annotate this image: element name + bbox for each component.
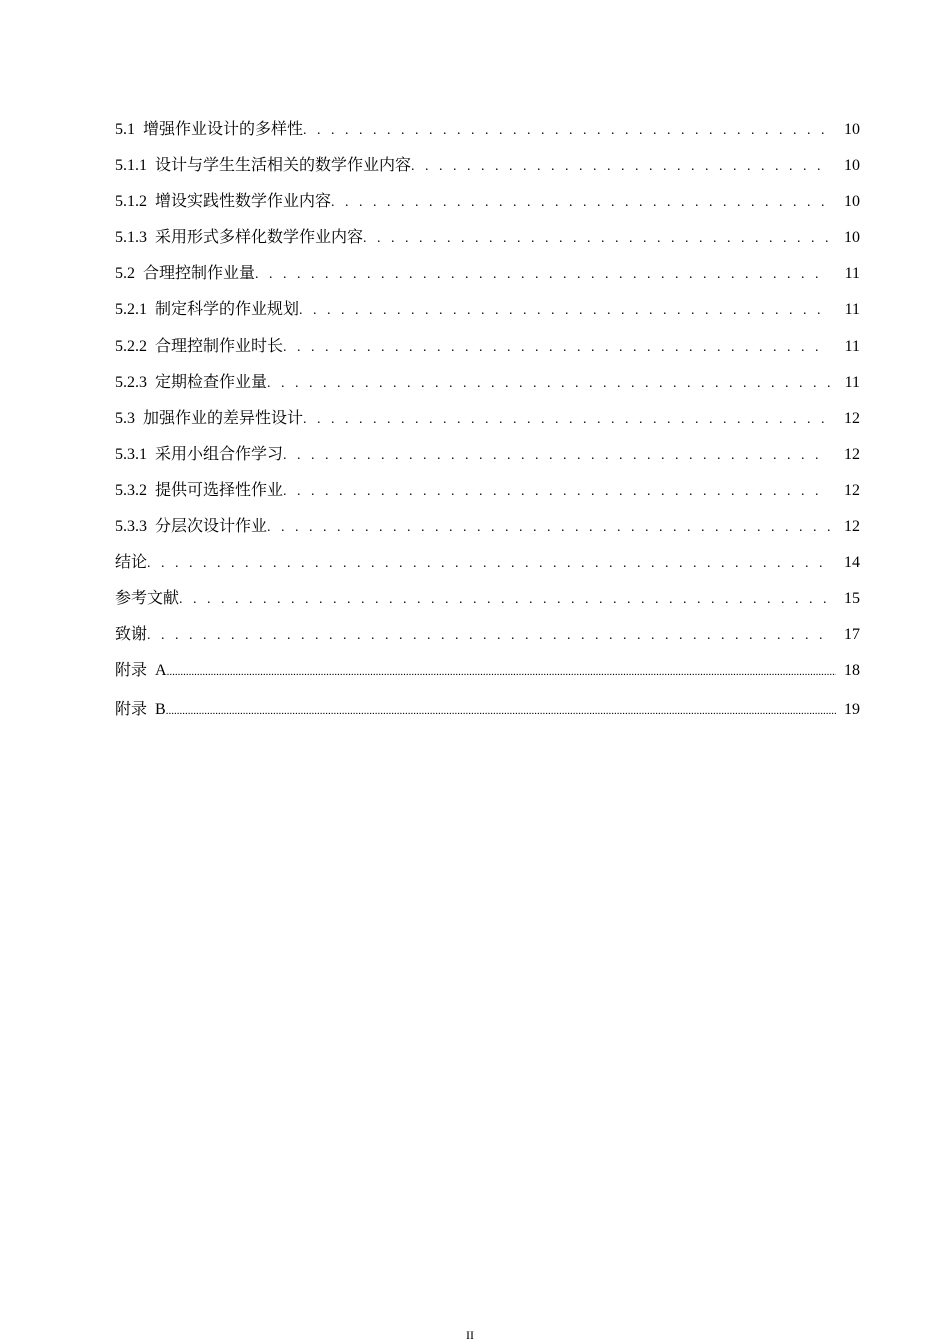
toc-entry-number: 5.3.3 — [115, 518, 147, 536]
toc-entry[interactable] — [115, 477, 860, 513]
toc-entry-title: B — [155, 700, 166, 718]
toc-entry-number: 5.1 — [115, 121, 135, 138]
toc-entry-title: 提供可选择性作业 — [155, 481, 284, 499]
toc-entry-number: 5.2.3 — [115, 373, 147, 391]
toc-entry-page: 12 — [844, 518, 860, 536]
toc-entry[interactable] — [115, 441, 860, 477]
toc-entry-number: 5.3.2 — [115, 481, 147, 499]
toc-entry-page: 11 — [844, 301, 860, 319]
toc-entry[interactable] — [115, 657, 860, 696]
toc-entry-title: 设计与学生生活相关的数学作业内容 — [155, 157, 412, 175]
toc-entry-title: 增设实践性数学作业内容 — [155, 193, 332, 211]
toc-entry-title: 致谢 — [115, 626, 148, 644]
toc-entry-title: 制定科学的作业规划 — [155, 301, 300, 319]
toc-entry-title: 结论 — [115, 554, 148, 572]
toc-dot-leader — [147, 622, 830, 650]
toc-dot-leader — [179, 586, 830, 614]
toc-dot-leader — [255, 261, 830, 289]
toc-entry-title: 合理控制作业量 — [143, 265, 256, 283]
toc-entry[interactable] — [115, 696, 860, 735]
toc-entry-page: 15 — [844, 590, 860, 608]
toc-entry[interactable] — [115, 621, 860, 657]
toc-entry-page: 10 — [844, 157, 860, 175]
toc-entry[interactable] — [115, 369, 860, 405]
toc-entry-page: 17 — [844, 626, 860, 644]
toc-entry-page: 11 — [844, 337, 860, 355]
toc-entry-number: 5.3.1 — [115, 445, 147, 463]
toc-dot-leader — [303, 117, 830, 145]
toc-entry[interactable] — [115, 224, 860, 260]
toc-entry-page: 19 — [844, 700, 860, 718]
toc-entry-number: 5.1.1 — [115, 157, 147, 175]
toc-entry-page: 12 — [844, 445, 860, 463]
toc-entry-number: 5.2.2 — [115, 337, 147, 355]
toc-entry-page: 14 — [844, 554, 860, 572]
table-of-contents — [115, 116, 860, 734]
toc-entry-number: 5.1.3 — [115, 229, 147, 247]
toc-entry-number: 5.2 — [115, 265, 135, 283]
toc-entry[interactable] — [115, 116, 860, 152]
toc-entry-page: 11 — [844, 265, 860, 283]
toc-entry-title: 增强作业设计的多样性 — [143, 121, 304, 138]
toc-entry-number: 附录 — [115, 700, 148, 718]
toc-entry-page: 10 — [844, 193, 860, 211]
toc-dot-leader — [283, 334, 830, 362]
toc-entry[interactable] — [115, 405, 860, 441]
toc-entry-page: 12 — [844, 409, 860, 427]
toc-entry[interactable] — [115, 260, 860, 296]
toc-dot-leader — [167, 658, 836, 686]
toc-entry[interactable] — [115, 152, 860, 188]
toc-entry-title: 分层次设计作业 — [155, 518, 268, 536]
toc-entry-title: A — [155, 662, 167, 680]
toc-entry-page: 11 — [844, 373, 860, 391]
toc-entry[interactable] — [115, 549, 860, 585]
toc-entry[interactable] — [115, 585, 860, 621]
toc-entry[interactable] — [115, 513, 860, 549]
toc-entry-page: 18 — [844, 662, 860, 680]
toc-entry-number: 5.3 — [115, 409, 135, 427]
toc-entry[interactable] — [115, 188, 860, 224]
toc-entry[interactable] — [115, 333, 860, 369]
page-number: II — [466, 1328, 474, 1342]
toc-entry-title: 加强作业的差异性设计 — [143, 409, 304, 427]
toc-entry-title: 采用小组合作学习 — [155, 445, 284, 463]
toc-dot-leader — [283, 478, 830, 506]
toc-entry-title: 定期检查作业量 — [155, 373, 268, 391]
toc-dot-leader — [411, 153, 830, 181]
toc-dot-leader — [166, 697, 836, 725]
toc-dot-leader — [147, 550, 830, 578]
toc-dot-leader — [267, 370, 830, 398]
toc-dot-leader — [363, 225, 830, 253]
toc-dot-leader — [331, 189, 830, 217]
toc-dot-leader — [267, 514, 830, 542]
toc-entry-title: 参考文献 — [115, 590, 180, 608]
toc-entry-page: 12 — [844, 481, 860, 499]
toc-dot-leader — [299, 297, 830, 325]
toc-entry-number: 附录 — [115, 662, 148, 680]
toc-entry[interactable] — [115, 296, 860, 332]
toc-entry-title: 合理控制作业时长 — [155, 337, 284, 355]
toc-entry-number: 5.2.1 — [115, 301, 147, 319]
toc-entry-page: 10 — [844, 121, 860, 138]
toc-dot-leader — [283, 442, 830, 470]
toc-dot-leader — [303, 406, 830, 434]
toc-entry-number: 5.1.2 — [115, 193, 147, 211]
toc-entry-page: 10 — [844, 229, 860, 247]
toc-entry-title: 采用形式多样化数学作业内容 — [155, 229, 364, 247]
